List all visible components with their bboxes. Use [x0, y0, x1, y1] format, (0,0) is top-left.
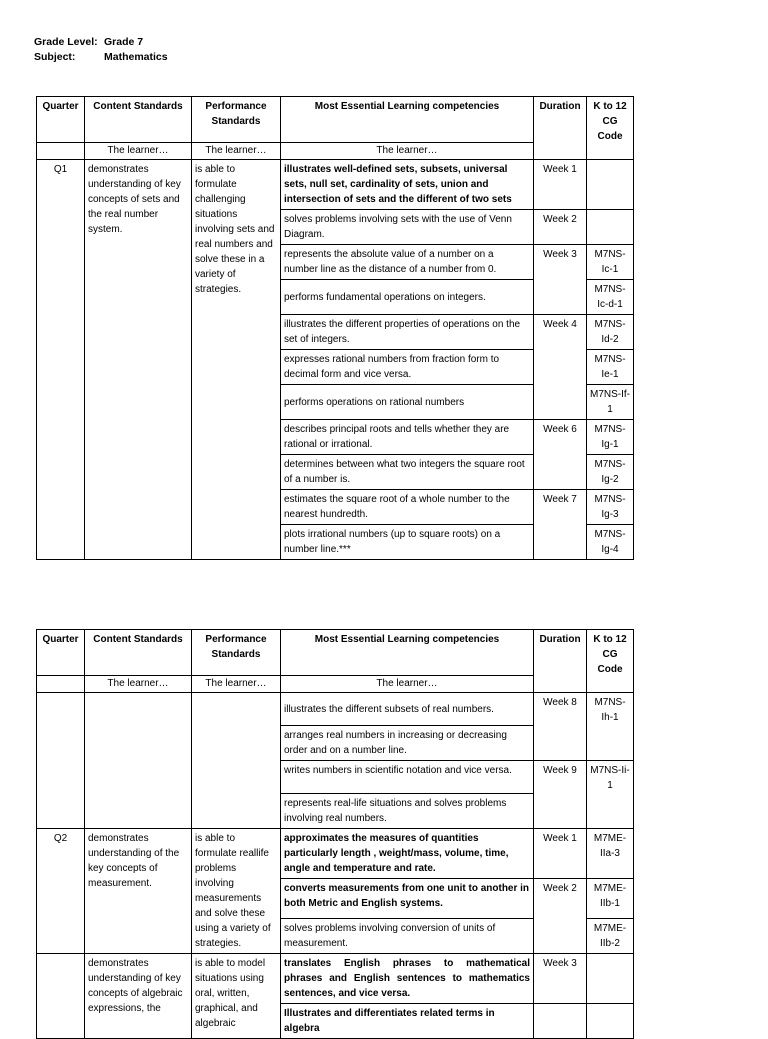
header-cg-code: K to 12 CG Code [587, 630, 634, 693]
code-cell [587, 954, 634, 1004]
quarter-cell: Q1 [37, 160, 85, 560]
duration-cell: Week 4 [534, 315, 587, 420]
header-duration: Duration [534, 630, 587, 693]
content-standard-cell: demonstrates understanding of key concepts of sets and the real number system. [85, 160, 192, 560]
code-cell [587, 1004, 634, 1039]
duration-cell: Week 1 [534, 160, 587, 210]
duration-cell: Week 7 [534, 490, 587, 560]
header-learner-content: The learner… [85, 143, 192, 160]
header-performance-standards: Performance Standards [192, 97, 281, 143]
melc-cell: plots irrational numbers (up to square roots) on a number line.*** [281, 525, 534, 560]
subject-line [34, 51, 168, 63]
melc-cell: describes principal roots and tells whether they are rational or irrational. [281, 420, 534, 455]
subject-label: Subject: [34, 51, 76, 63]
header-quarter-blank [37, 676, 85, 693]
code-cell: M7NS-Ig-1 [587, 420, 634, 455]
content-standard-cell-continued [85, 693, 192, 829]
code-cell: M7NS-If-1 [587, 385, 634, 420]
code-cell: M7NS-Ii-1 [587, 761, 634, 829]
quarter-cell-continued [37, 693, 85, 829]
subject-value: Mathematics [104, 51, 168, 63]
header-cg-code: K to 12 CG Code [587, 97, 634, 160]
melc-cell: represents the absolute value of a number on a number line as the distance of a number from 0. [281, 245, 534, 280]
code-cell: M7NS-Ie-1 [587, 350, 634, 385]
code-cell: M7NS-Ih-1 [587, 693, 634, 761]
melc-cell: approximates the measures of quantities particularly length , weight/mass, volume, time, angle and temperature and rate. [281, 829, 534, 879]
header-melc: Most Essential Learning competencies [281, 630, 534, 676]
duration-cell: Week 9 [534, 761, 587, 829]
melc-cell: determines between what two integers the square root of a number is. [281, 455, 534, 490]
melc-cell: represents real-life situations and solves problems involving real numbers. [281, 794, 534, 829]
header-content-standards: Content Standards [85, 97, 192, 143]
header-learner-performance: The learner… [192, 676, 281, 693]
quarter-cell-blank [37, 954, 85, 1039]
grade-level-label: Grade Level: [34, 36, 98, 48]
melc-cell: arranges real numbers in increasing or decreasing order and on a number line. [281, 726, 534, 761]
duration-cell: Week 8 [534, 693, 587, 761]
performance-standard-cell: is able to formulate challenging situations involving sets and real numbers and solve these in a variety of strategies. [192, 160, 281, 560]
melc-table-q1-q2 [36, 629, 634, 1039]
melc-cell: converts measurements from one unit to another in both Metric and English systems. [281, 879, 534, 919]
code-cell: M7NS-Ig-3 [587, 490, 634, 525]
quarter-cell: Q2 [37, 829, 85, 954]
melc-cell: illustrates the different subsets of real numbers. [281, 693, 534, 726]
grade-level-value: Grade 7 [104, 36, 144, 48]
melc-cell: Illustrates and differentiates related terms in algebra [281, 1004, 534, 1039]
header-learner-performance: The learner… [192, 143, 281, 160]
melc-cell: estimates the square root of a whole number to the nearest hundredth. [281, 490, 534, 525]
header-learner-content: The learner… [85, 676, 192, 693]
code-cell: M7ME-IIb-1 [587, 879, 634, 919]
melc-cell: expresses rational numbers from fraction form to decimal form and vice versa. [281, 350, 534, 385]
code-cell: M7NS-Ic-1 [587, 245, 634, 280]
melc-cell: solves problems involving conversion of units of measurement. [281, 919, 534, 954]
code-cell: M7NS-Ig-4 [587, 525, 634, 560]
performance-standard-cell: is able to model situations using oral, written, graphical, and algebraic [192, 954, 281, 1039]
melc-cell: performs fundamental operations on integers. [281, 280, 534, 315]
header-content-standards: Content Standards [85, 630, 192, 676]
code-cell: M7NS-Id-2 [587, 315, 634, 350]
code-cell: M7NS-Ic-d-1 [587, 280, 634, 315]
header-quarter: Quarter [37, 630, 85, 676]
melc-cell: solves problems involving sets with the use of Venn Diagram. [281, 210, 534, 245]
header-learner-melc: The learner… [281, 143, 534, 160]
melc-cell: translates English phrases to mathematical phrases and English sentences to mathematics sentences, and vice versa. [281, 954, 534, 1004]
duration-cell: Week 2 [534, 210, 587, 245]
performance-standard-cell: is able to formulate reallife problems involving measurements and solve these using a variety of strategies. [192, 829, 281, 954]
header-melc: Most Essential Learning competencies [281, 97, 534, 143]
duration-cell: Week 2 [534, 879, 587, 954]
duration-cell: Week 3 [534, 954, 587, 1004]
duration-cell: Week 3 [534, 245, 587, 315]
melc-cell: performs operations on rational numbers [281, 385, 534, 420]
header-performance-standards: Performance Standards [192, 630, 281, 676]
melc-cell: illustrates well-defined sets, subsets, universal sets, null set, cardinality of sets, union and intersection of sets and the different of two sets [281, 160, 534, 210]
duration-cell [534, 1004, 587, 1039]
grade-level-line [34, 36, 144, 48]
content-standard-cell: demonstrates understanding of key concepts of algebraic expressions, the [85, 954, 192, 1039]
content-standard-cell: demonstrates understanding of the key concepts of measurement. [85, 829, 192, 954]
duration-cell: Week 6 [534, 420, 587, 490]
duration-cell: Week 1 [534, 829, 587, 879]
melc-cell: writes numbers in scientific notation and vice versa. [281, 761, 534, 794]
code-cell: M7ME-IIb-2 [587, 919, 634, 954]
code-cell: M7ME-IIa-3 [587, 829, 634, 879]
performance-standard-cell-continued [192, 693, 281, 829]
header-learner-melc: The learner… [281, 676, 534, 693]
header-quarter: Quarter [37, 97, 85, 143]
code-cell: M7NS-Ig-2 [587, 455, 634, 490]
code-cell [587, 210, 634, 245]
header-quarter-blank [37, 143, 85, 160]
melc-table-q1 [36, 96, 634, 560]
melc-cell: illustrates the different properties of operations on the set of integers. [281, 315, 534, 350]
header-duration: Duration [534, 97, 587, 160]
code-cell [587, 160, 634, 210]
